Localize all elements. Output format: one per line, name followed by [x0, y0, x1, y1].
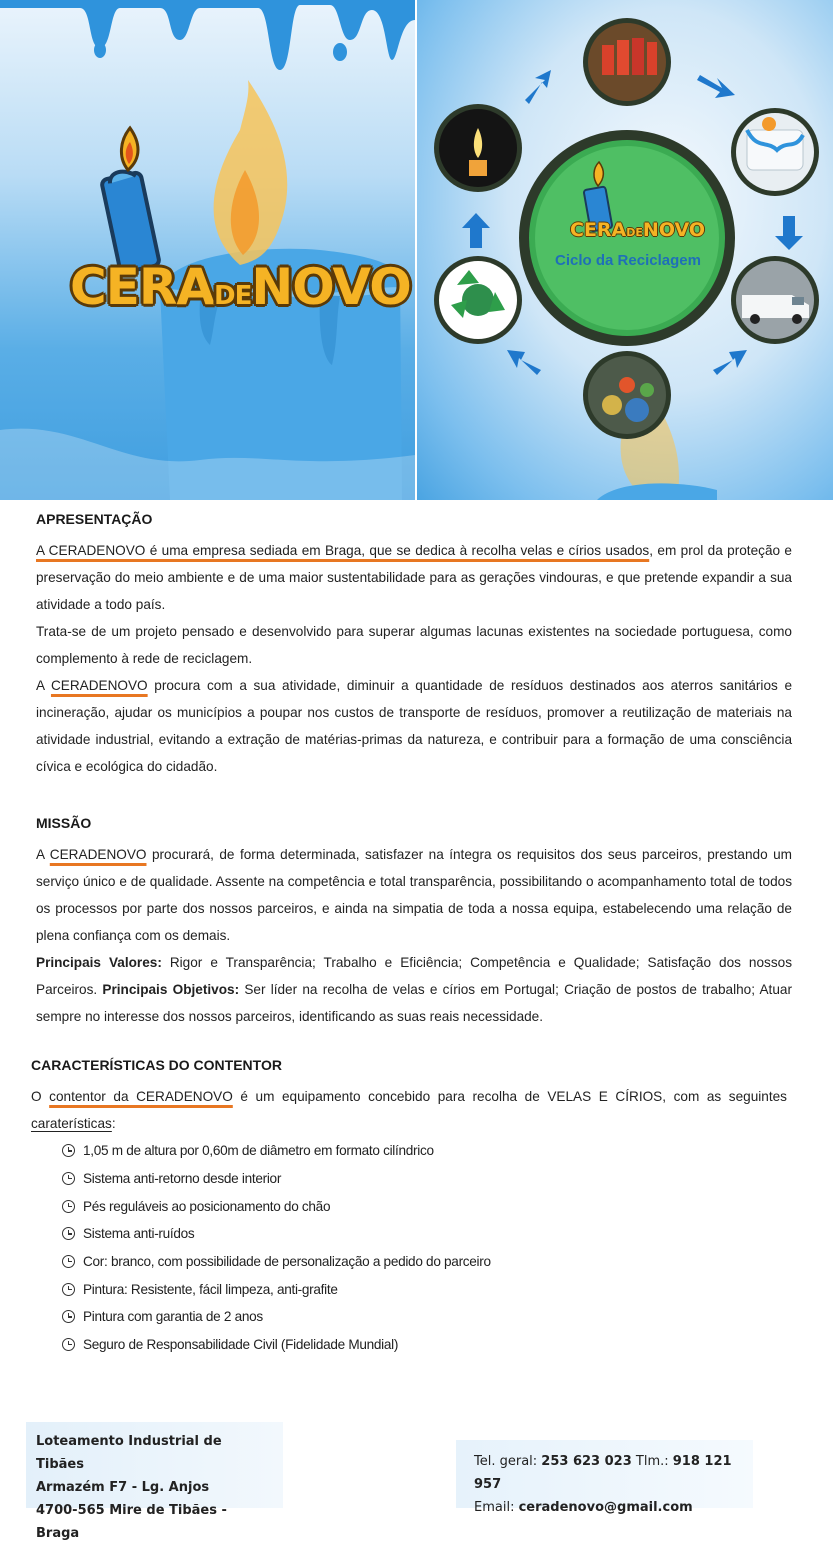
clock-bullet-icon — [62, 1310, 75, 1323]
section-title-apresentacao: APRESENTAÇÃO — [36, 511, 153, 527]
caracteristicas-intro: O contentor da CERADENOVO é um equipamento concebido para recolha de VELAS E CÍRIOS, com as seguintes caraterísticas: — [31, 1089, 787, 1131]
email-line: Email: ceradenovo@gmail.com — [474, 1500, 693, 1515]
valores-label: Principais Valores: — [36, 955, 162, 970]
section-title-caracteristicas: CARACTERÍSTICAS DO CONTENTOR — [31, 1057, 282, 1073]
list-item: Sistema anti-retorno desde interior — [62, 1165, 491, 1193]
clock-bullet-icon — [62, 1227, 75, 1240]
footer-address — [26, 1422, 283, 1541]
cycle-step-sorting — [583, 351, 671, 439]
arrow-icon — [462, 213, 490, 248]
recycling-cycle-diagram — [417, 0, 833, 500]
phone-line: Tel. geral: 253 623 023 Tlm.: 918 121 957 — [474, 1454, 732, 1492]
address-line: 4700-565 Mire de Tibães - Braga — [36, 1503, 227, 1541]
features-list — [62, 1137, 491, 1359]
banner-left-panel — [0, 0, 415, 500]
footer-contacts — [456, 1440, 753, 1515]
section-title-missao: MISSÃO — [36, 815, 92, 831]
list-item: Pés reguláveis ao posicionamento do chão — [62, 1192, 491, 1220]
clock-bullet-icon — [62, 1200, 75, 1213]
brochure-banner — [0, 0, 833, 500]
list-item: Pintura com garantia de 2 anos — [62, 1303, 491, 1331]
list-item: Sistema anti-ruídos — [62, 1220, 491, 1248]
clock-bullet-icon — [62, 1283, 75, 1296]
list-item: Cor: branco, com possibilidade de personalização a pedido do parceiro — [62, 1248, 491, 1276]
list-item: Seguro de Responsabilidade Civil (Fidelidade Mundial) — [62, 1331, 491, 1359]
brand-name-highlight: contentor da CERADENOVO — [49, 1089, 233, 1104]
banner-right-panel — [417, 0, 833, 500]
phone-number[interactable]: 253 623 023 — [541, 1454, 632, 1469]
arrow-icon — [775, 216, 803, 250]
missao-paragraph-1: A CERADENOVO procurará, de forma determinada, satisfazer na íntegra os requisitos dos seus parceiros, prestando um serviço único e de qualidade. Assente na competência e total transparência, possibilitando o acompanhamento total de todos os processos por parte dos nossos parceiros, e ainda na simpatia de toda a nossa equipa, estabelecendo uma relação de plena confiança com os demais. — [36, 847, 793, 943]
clock-bullet-icon — [62, 1172, 75, 1185]
apresentacao-paragraph-3: A CERADENOVO procura com a sua atividade, diminuir a quantidade de resíduos destinados aos aterros sanitários e incineração, ajudar os municípios a poupar nos custos de transporte de resíduos, promover a reutilização de materiais na atividade industrial, evitando a extração de matérias-primas da natureza, e contribuir para a formação de uma consciência cívica e ecológica do cidadão. — [36, 678, 792, 774]
missao-text — [36, 841, 792, 1030]
list-item: 1,05 m de altura por 0,60m de diâmetro em formato cilíndrico — [62, 1137, 491, 1165]
apresentacao-paragraph-1: A CERADENOVO é uma empresa sediada em Braga, que se dedica à recolha velas e círios usados, em prol da proteção e preservação do meio ambiente e de uma maior sustentabilidade para as gerações vindouras, e que pretende expandir a sua atividade a todo país. — [36, 543, 792, 612]
apresentacao-paragraph-2: Trata-se de um projeto pensado e desenvolvido para superar algumas lacunas existentes na sociedade portuguesa, como complemento à rede de reciclagem. — [36, 624, 792, 666]
clock-bullet-icon — [62, 1338, 75, 1351]
highlighted-text: A CERADENOVO é uma empresa sediada em Braga, que se dedica à recolha velas e círios usados — [36, 543, 650, 558]
cycle-step-van — [731, 256, 819, 344]
email-link[interactable]: ceradenovo@gmail.com — [518, 1500, 693, 1515]
arrow-icon — [507, 350, 541, 375]
cycle-step-candle-lit — [434, 104, 522, 192]
address-line: Armazém F7 - Lg. Anjos — [36, 1480, 210, 1495]
arrow-icon — [525, 70, 551, 104]
clock-bullet-icon — [62, 1144, 75, 1157]
cycle-title: Ciclo da Reciclagem — [555, 252, 701, 269]
mobile-number[interactable]: 918 121 957 — [474, 1454, 732, 1492]
brand-name-highlight: CERADENOVO — [50, 678, 148, 693]
list-item: Pintura: Resistente, fácil limpeza, anti-grafite — [62, 1275, 491, 1303]
caracteristicas-label: caraterísticas — [31, 1116, 112, 1131]
brochure-content — [0, 500, 833, 1541]
brand-name-highlight: CERADENOVO — [49, 847, 147, 862]
objetivos-label: Principais Objetivos: — [102, 982, 240, 997]
candle-illustration — [0, 0, 415, 500]
missao-paragraph-2: Principais Valores: Rigor e Transparência; Trabalho e Eficiência; Competência e Qualidade; Satisfação dos nossos Parceiros. Principais Objetivos: Ser líder na recolha de velas e círios em Portugal; Criação de postos de trabalho; Atuar sempre no interesse dos nossos parceiros, identificando as suas reais necessidade. — [36, 955, 792, 1024]
arrow-icon — [713, 350, 747, 375]
brand-logo: CERADENOVO — [70, 258, 411, 316]
cycle-brand-logo: CERADENOVO — [570, 219, 705, 241]
address-line: Loteamento Industrial de Tibães — [36, 1434, 222, 1472]
cycle-step-container — [731, 108, 819, 196]
apresentacao-text — [36, 537, 792, 780]
clock-bullet-icon — [62, 1255, 75, 1268]
cycle-step-recycle — [434, 256, 522, 344]
arrow-icon — [697, 75, 735, 98]
cycle-step-candles-new — [583, 18, 671, 106]
